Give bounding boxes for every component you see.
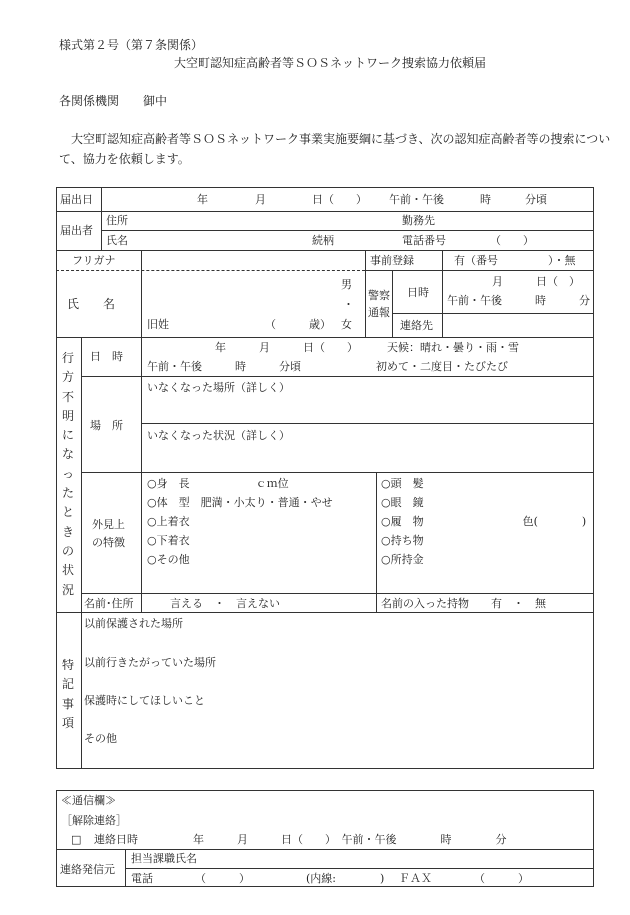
col-divider — [365, 250, 366, 337]
reporter-name-label: 氏名 — [106, 234, 128, 247]
sender-phone-paren: （ ） — [195, 872, 250, 885]
row-divider — [141, 423, 594, 424]
missing-datetime-label: 日 時 — [90, 350, 123, 363]
former-name-label: 旧姓 — [147, 318, 169, 331]
row-divider — [56, 250, 594, 251]
col-divider — [392, 270, 393, 337]
note-other: その他 — [84, 732, 117, 745]
furigana-label: フリガナ — [72, 254, 116, 267]
missing-weather: 天候：晴れ・曇り・雨・雪 — [387, 341, 519, 354]
reporter-workplace-label: 勤務先 — [402, 214, 435, 227]
age-field: （ 歳） — [265, 318, 331, 331]
name-address-options: 言える ・ 言えない — [170, 597, 280, 610]
row-divider — [56, 849, 594, 850]
feature-height: ○身 長 ｃｍ位 — [147, 477, 289, 490]
feature-bottom-clothes: ○下着衣 — [147, 534, 190, 547]
release-contact-label: ［解除連絡］ — [61, 814, 127, 827]
feature-belongings: ○持ち物 — [381, 534, 424, 547]
col-divider — [376, 472, 377, 612]
col-divider — [141, 337, 142, 612]
appearance-label-line1: 外見上 — [92, 518, 125, 531]
missing-date-line: 年 月 日（ ） — [215, 341, 358, 354]
intro-text-line1: 大空町認知症高齢者等ＳＯＳネットワーク事業実施要綱に基づき、次の認知症高齢者等の捜索につい — [71, 132, 611, 146]
missing-situation-detail: いなくなった状況（詳しく） — [147, 429, 290, 442]
feature-money: ○所持金 — [381, 553, 424, 566]
police-contact-label: 連絡先 — [400, 319, 433, 332]
sender-fax-paren: （ ） — [474, 872, 529, 885]
note-wanted-place: 以前行きたがっていた場所 — [84, 656, 216, 669]
col-divider — [101, 187, 102, 250]
missing-time-line: 午前・午後 時 分頃 — [147, 360, 301, 373]
release-datetime-line: 連絡日時 年 月 日（ ） 午前・午後 時 分 — [94, 833, 507, 846]
note-previous-protection-place: 以前保護された場所 — [84, 617, 183, 630]
missing-frequency: 初めて・二度目・たびたび — [376, 360, 508, 373]
named-items: 名前の入った持物 有 ・ 無 — [381, 597, 546, 610]
police-report-label-line1: 警察 — [368, 289, 390, 302]
person-name-label: 氏 名 — [67, 297, 116, 311]
col-divider — [442, 250, 443, 337]
sender-label: 連絡発信元 — [60, 863, 115, 876]
report-date-year: 年 — [197, 193, 208, 206]
police-time: 午前・午後 時 分 — [447, 294, 590, 307]
row-divider — [81, 376, 594, 377]
feature-glasses: ○眼 鏡 — [381, 496, 424, 509]
addressee: 各関係機関 御中 — [59, 94, 168, 108]
report-date-hour: 時 — [480, 193, 491, 206]
missing-section-label: 行 方 不 明 に な っ た と き の 状 況 — [61, 351, 74, 597]
row-divider — [56, 211, 594, 212]
report-date-day: 日（ ） — [312, 193, 367, 206]
registration-status: 有（番号 — [454, 254, 498, 267]
col-divider — [81, 337, 82, 769]
reporter-relation-label: 続柄 — [312, 234, 334, 247]
form-number: 様式第２号（第７条関係） — [59, 38, 204, 52]
sex-dot: ・ — [343, 298, 354, 311]
dashed-row-divider — [56, 270, 365, 271]
row-divider — [125, 868, 594, 869]
row-divider — [392, 313, 594, 314]
release-checkbox[interactable]: □ — [71, 833, 82, 846]
reporter-address-label: 住所 — [106, 214, 128, 227]
row-divider — [56, 337, 594, 338]
report-date-ampm: 午前・午後 — [389, 193, 444, 206]
sender-fax-label: ＦＡＸ — [399, 872, 432, 885]
feature-other: ○その他 — [147, 553, 190, 566]
appearance-label-line2: の特徴 — [92, 536, 125, 549]
communication-title: ≪通信欄≫ — [61, 794, 116, 807]
feature-build: ○体 型 肥満・小太り・普通・やせ — [147, 496, 333, 509]
report-date-minute: 分頃 — [525, 193, 547, 206]
feature-footwear: ○履 物 色( ) — [381, 515, 587, 528]
reporter-label: 届出者 — [60, 224, 93, 237]
reporter-phone-label: 電話番号 — [402, 234, 446, 247]
row-divider — [81, 593, 594, 594]
row-divider — [365, 270, 594, 271]
row-divider — [81, 472, 594, 473]
pre-registration-label: 事前登録 — [370, 254, 414, 267]
row-divider — [56, 612, 594, 613]
form-title: 大空町認知症高齢者等ＳＯＳネットワーク捜索協力依頼届 — [174, 56, 487, 70]
intro-text-line2: て、協力を依頼します。 — [59, 152, 190, 166]
report-date-label: 届出日 — [60, 193, 93, 206]
feature-hair: ○頭 髪 — [381, 477, 424, 490]
col-divider — [125, 849, 126, 887]
police-report-label-line2: 通報 — [368, 306, 390, 319]
sex-male: 男 — [341, 278, 352, 291]
staff-name-label: 担当課職氏名 — [131, 852, 197, 865]
col-divider — [141, 250, 142, 337]
sex-female: 女 — [341, 318, 352, 331]
sender-extension: (内線: ) — [306, 872, 385, 885]
reporter-phone-paren: （ ） — [490, 234, 534, 247]
name-address-label: 名前･住所 — [84, 597, 134, 610]
registration-status-close: ）・無 — [548, 254, 576, 267]
notes-section-label: 特 記 事 項 — [61, 658, 74, 730]
police-datetime-label: 日時 — [407, 286, 429, 299]
sender-phone-label: 電話 — [131, 872, 153, 885]
row-divider — [101, 230, 594, 231]
note-protection-wishes: 保護時にしてほしいこと — [84, 694, 205, 707]
police-date: 月 日（ ） — [492, 275, 580, 288]
missing-place-label: 場 所 — [90, 419, 123, 432]
missing-place-detail: いなくなった場所（詳しく） — [147, 381, 290, 394]
feature-top-clothes: ○上着衣 — [147, 515, 190, 528]
report-date-month: 月 — [255, 193, 266, 206]
